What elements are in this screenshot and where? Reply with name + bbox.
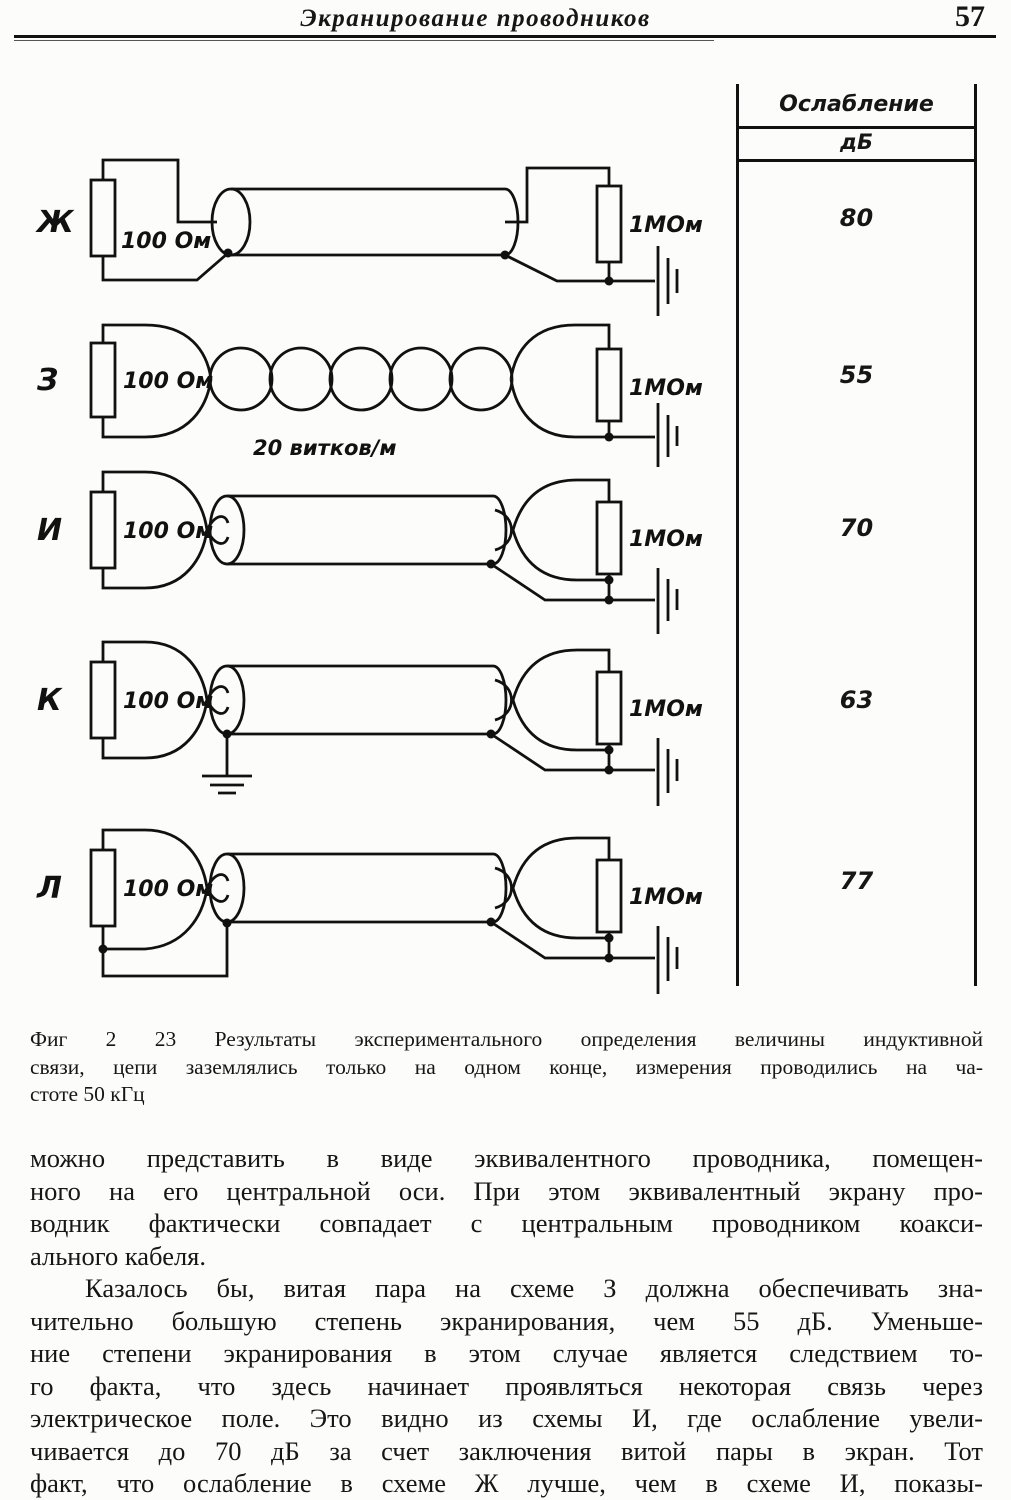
ground-icon — [658, 926, 677, 994]
shield-cylinder — [210, 666, 512, 734]
body-line: чительно большую степень экранирования, чем 55 дБ. Уменьше- — [30, 1305, 983, 1336]
scheme-label: З — [37, 363, 59, 398]
load-resistor — [597, 860, 621, 932]
wires — [103, 160, 655, 281]
junction-dots — [487, 560, 614, 605]
source-resistor-label: 100 Ом — [123, 369, 214, 394]
circuit-diagram-k — [25, 628, 715, 816]
header-rule — [14, 35, 996, 38]
shield-cylinder — [210, 854, 512, 922]
load-resistor-label: 1МОм — [629, 885, 703, 910]
scheme-label: И — [37, 513, 63, 548]
ground-icon — [658, 568, 677, 634]
source-resistor — [91, 662, 115, 738]
attenuation-value-zh: 80 — [839, 204, 874, 232]
source-resistor — [91, 492, 115, 568]
load-resistor-label: 1МОм — [629, 527, 703, 552]
scheme-label: Л — [37, 871, 62, 906]
running-head-title: Экранирование проводников — [300, 5, 651, 32]
caption-line: стоте 50 кГц — [30, 1082, 145, 1106]
load-resistor — [597, 186, 621, 262]
caption-line: Фиг 2 23 Результаты экспериментального определения величины индуктивной — [30, 1027, 983, 1051]
ground-icon — [658, 738, 677, 806]
circuit-diagram-zh — [25, 148, 715, 315]
load-resistor-label: 1МОм — [629, 213, 703, 238]
page-number: 57 — [955, 0, 985, 33]
circuit-diagram-i — [25, 458, 715, 636]
table-header-rule-top — [736, 126, 977, 129]
body-line: чивается до 70 дБ за счет заключения витой пары в экран. Тот — [30, 1435, 983, 1466]
twisted-pair — [210, 348, 512, 410]
load-resistor — [597, 672, 621, 744]
shield-cylinder — [210, 496, 512, 564]
table-unit: дБ — [840, 130, 873, 154]
circuit-diagram-z — [25, 315, 715, 467]
figure-caption — [30, 1026, 983, 1109]
table-title: Ослабление — [779, 92, 934, 117]
body-line: электрическое поле. Это видно из схемы И, где ослабление увели- — [30, 1403, 983, 1433]
circuit-diagram-l — [25, 816, 715, 1004]
body-line: можно представить в виде эквивалентного проводника, помещен- — [30, 1143, 983, 1173]
header-rule-shadow — [14, 40, 714, 41]
body-line: го факта, что здесь начинает проявляться некоторая связь через — [30, 1370, 983, 1401]
body-line: ного на его центральной оси. При этом эквивалентный экрану про- — [30, 1175, 983, 1206]
source-resistor — [91, 850, 115, 926]
scheme-label: Ж — [37, 205, 74, 240]
table-header-rule-bottom — [736, 159, 977, 162]
junction-dot — [605, 433, 614, 442]
source-resistor-label: 100 Ом — [123, 689, 214, 714]
body-line: ального кабеля. — [30, 1240, 206, 1271]
attenuation-value-i: 70 — [839, 514, 874, 542]
load-resistor-label: 1МОм — [629, 376, 703, 401]
source-resistor — [91, 180, 115, 256]
source-resistor — [91, 343, 115, 417]
load-resistor — [597, 349, 621, 421]
wires — [103, 830, 655, 976]
caption-line: связи, цепи заземлялись только на одном конце, измерения проводились на ча- — [30, 1054, 983, 1079]
body-line: Казалось бы, витая пара на схеме З должна обеспечивать зна- — [85, 1273, 983, 1303]
load-resistor-label: 1МОм — [629, 697, 703, 722]
coax-shield — [212, 189, 518, 255]
source-resistor-label: 100 Ом — [121, 229, 212, 254]
earth-ground-icon — [202, 776, 252, 793]
attenuation-value-k: 63 — [839, 686, 874, 714]
body-text — [30, 1142, 983, 1500]
scheme-label: К — [37, 683, 62, 718]
load-resistor — [597, 502, 621, 574]
ground-icon — [658, 246, 677, 316]
twist-rate-note: 20 витков/м — [253, 436, 397, 460]
source-resistor-label: 100 Ом — [123, 877, 214, 902]
body-line: факт, что ослабление в схеме Ж лучше, чем в схеме И, показы- — [30, 1468, 983, 1498]
attenuation-value-z: 55 — [839, 361, 874, 389]
body-line: водник фактически совпадает с центральным проводником коакси- — [30, 1208, 983, 1238]
junction-dots — [223, 730, 614, 775]
attenuation-value-l: 77 — [839, 867, 874, 895]
source-resistor-label: 100 Ом — [123, 519, 214, 544]
body-line: ние степени экранирования в этом случае является следствием то- — [30, 1338, 983, 1368]
